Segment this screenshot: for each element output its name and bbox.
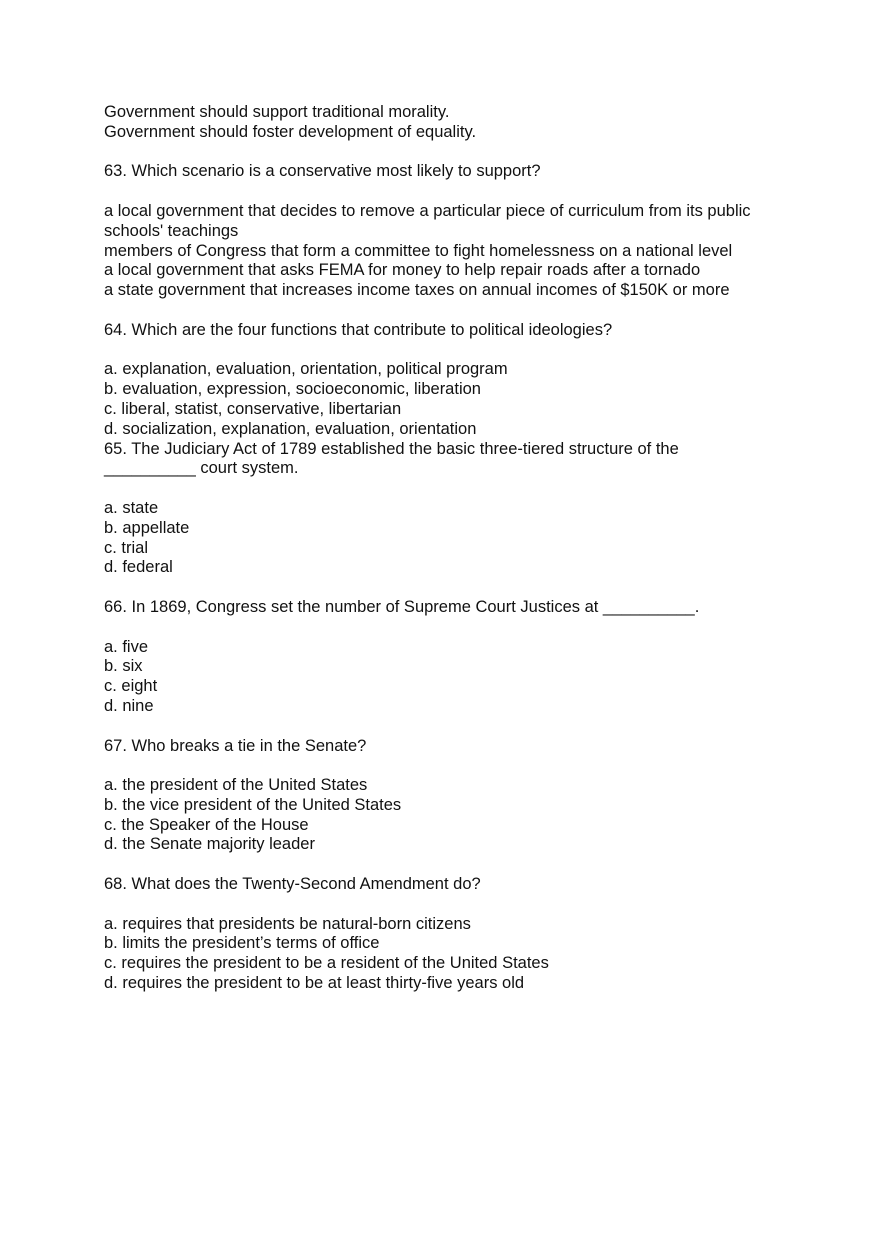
answer-option: d. federal [104,558,173,577]
answer-option: d. the Senate majority leader [104,835,315,854]
question-prompt: 66. In 1869, Congress set the number of Supreme Court Justices at __________. [104,597,700,616]
answer-option: a state government that increases income taxes on annual incomes of $150K or more [104,281,730,300]
answer-option: a local government that decides to remove a particular piece of curriculum from its public schools' teachings [104,201,751,240]
intro-line: Government should support traditional morality. [104,103,450,121]
answer-option: b. six [104,657,143,676]
intro-line: Government should foster development of equality. [104,122,477,141]
answer-option: c. liberal, statist, conservative, libertarian [104,399,402,418]
answer-option: b. the vice president of the United States [104,795,402,814]
answer-option: d. nine [104,696,154,715]
question-prompt: 63. Which scenario is a conservative most likely to support? [104,162,541,181]
answer-option: a. explanation, evaluation, orientation, political program [104,360,508,379]
intro-statements [104,103,804,143]
answer-option: a. the president of the United States [104,776,368,795]
answer-option: a. state [104,498,159,517]
answer-option: b. evaluation, expression, socioeconomic, liberation [104,380,481,399]
answer-option: b. limits the president’s terms of office [104,934,380,953]
answer-option: c. requires the president to be a resident of the United States [104,954,549,973]
question-64 [104,321,804,440]
answer-option: c. trial [104,538,149,557]
question-66 [104,598,804,717]
answer-option: d. socialization, explanation, evaluation, orientation [104,419,477,438]
answer-option: c. the Speaker of the House [104,815,309,834]
question-67 [104,737,804,856]
answer-option: members of Congress that form a committee to fight homelessness on a national level [104,241,733,260]
question-prompt: 67. Who breaks a tie in the Senate? [104,736,367,755]
answer-option: a local government that asks FEMA for money to help repair roads after a tornado [104,261,701,280]
question-65 [104,440,804,579]
answer-option: a. five [104,637,149,656]
document-page [104,103,804,994]
question-prompt: 68. What does the Twenty-Second Amendment do? [104,875,481,894]
question-63 [104,162,804,301]
answer-option: b. appellate [104,518,190,537]
question-prompt-continued: __________ court system. [104,459,299,478]
answer-option: c. eight [104,677,158,696]
question-prompt: 65. The Judiciary Act of 1789 established the basic three-tiered structure of the [104,439,679,458]
answer-option: a. requires that presidents be natural-born citizens [104,914,471,933]
question-68 [104,875,804,994]
answer-option: d. requires the president to be at least thirty-five years old [104,974,525,993]
question-prompt: 64. Which are the four functions that contribute to political ideologies? [104,320,613,339]
